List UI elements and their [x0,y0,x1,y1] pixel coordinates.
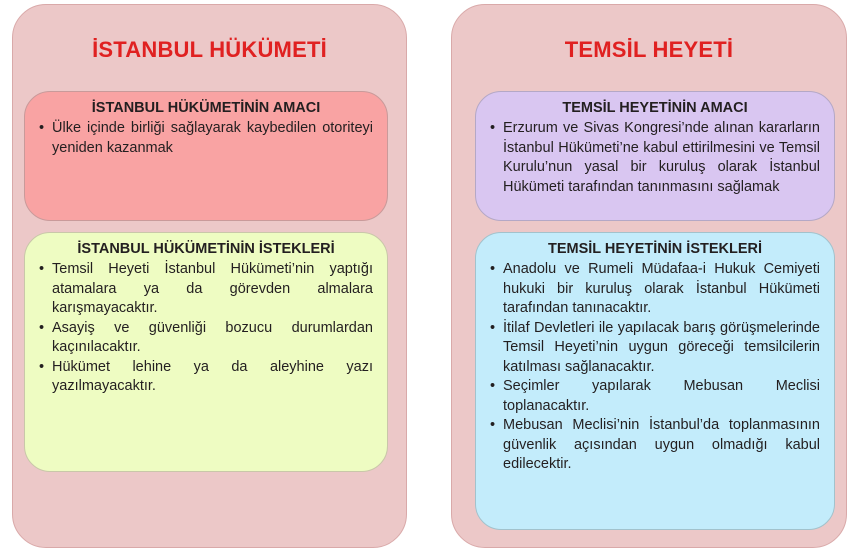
temsil-heyeti-amac-list [490,119,820,197]
list-item: • Hükümet lehine ya da aleyhine yazı yazılmayacaktır. [39,358,373,397]
list-item: • Temsil Heyeti İstanbul Hükümeti’nin yaptığı atamalara ya da görevden almalara karışmayacaktır. [39,260,373,319]
list-item: • Asayiş ve güvenliği bozucu durumlardan kaçınılacaktır. [39,319,373,358]
temsil-heyeti-title: TEMSİL HEYETİ [564,37,734,62]
list-item: • Ülke içinde birliği sağlayarak kaybedilen otoriteyi yeniden kazanmak [39,119,373,158]
istanbul-hukumeti-istekler-card [24,232,388,472]
temsil-heyeti-amac-title: TEMSİL HEYETİNİN AMACI [562,100,748,116]
list-item: • Seçimler yapılarak Mebusan Meclisi toplanacaktır. [490,377,820,416]
temsil-heyeti-amac-card [475,91,835,221]
list-item: • Mebusan Meclisi’nin İstanbul’da toplanmasının güvenlik açısından uygun olmadığı kabul edilecektir. [490,416,820,475]
temsil-heyeti-istekler-list [490,260,820,475]
temsil-heyeti-istekler-card [475,232,835,530]
temsil-heyeti-istekler-title: TEMSİL HEYETİNİN İSTEKLERİ [547,241,763,257]
list-item: • Erzurum ve Sivas Kongresi’nde alınan kararların İstanbul Hükümeti’ne kabul ettirilmesini ve Temsil Kurulu’nun yasal bir kuruluş olarak İstanbul Hükümeti tarafından tanınmasını sağlamak [490,119,820,197]
istanbul-hukumeti-amac-card [24,91,388,221]
list-item: • İtilaf Devletleri ile yapılacak barış görüşmelerinde Temsil Heyeti’nin uygun göreceği temsilcilerin katılması sağlanacaktır. [490,319,820,378]
istanbul-hukumeti-istekler-title: İSTANBUL HÜKÜMETİNİN İSTEKLERİ [77,241,335,257]
list-item: • Anadolu ve Rumeli Müdafaa-i Hukuk Cemiyeti hukuki bir kuruluş olarak İstanbul Hükümeti tarafından tanınacaktır. [490,260,820,319]
istanbul-hukumeti-istekler-list [39,260,373,397]
istanbul-hukumeti-amac-list [39,119,373,158]
istanbul-hukumeti-title: İSTANBUL HÜKÜMETİ [92,37,327,62]
istanbul-hukumeti-amac-title: İSTANBUL HÜKÜMETİNİN AMACI [91,100,321,116]
